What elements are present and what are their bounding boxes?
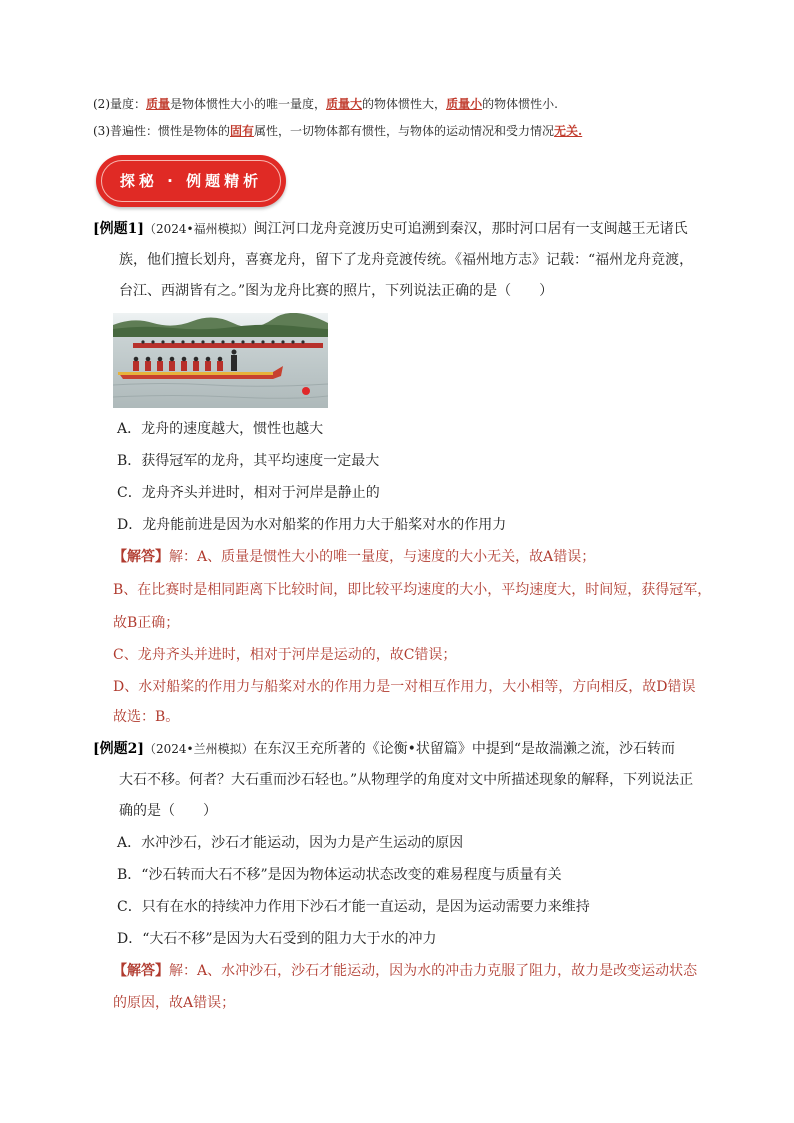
example2-source: （2024•兰州模拟） bbox=[144, 742, 254, 756]
example1-answer-line3: 故B正确； bbox=[113, 615, 180, 631]
section-banner bbox=[96, 155, 286, 207]
property-line-measure: (2)量度：质量是物体惯性大小的唯一量度，质量大的物体惯性大，质量小的物体惯性小. bbox=[93, 97, 558, 111]
keyword-unrelated: 无关. bbox=[554, 124, 583, 138]
example1-tag: [例题1] bbox=[93, 221, 144, 237]
example1-stem-line2: 族，他们擅长划舟，喜赛龙舟，留下了龙舟竞渡传统。《福州地方志》记载：“福州龙舟竞渡， bbox=[119, 252, 694, 268]
keyword-inherent: 固有 bbox=[230, 124, 255, 138]
example2-stem-line3: 确的是（ ） bbox=[119, 803, 217, 819]
example2-answer-tag: 【解答】 bbox=[113, 963, 169, 979]
example1-option-a: A．龙舟的速度越大，惯性也越大 bbox=[117, 421, 324, 437]
example1-answer-line6: 故选：B。 bbox=[113, 709, 180, 725]
dragon-boat-photo bbox=[113, 313, 328, 408]
example2-answer-line1: 【解答】解：A、水冲沙石，沙石才能运动，因为水的冲击力克服了阻力，故力是改变运动状态 bbox=[113, 963, 698, 979]
keyword-mass-large: 质量大 bbox=[326, 97, 363, 111]
example2-stem-line1: [例题2]（2024•兰州模拟）在东汉王充所著的《论衡•状留篇》中提到“是故湍濑之流，沙石转而 bbox=[93, 741, 676, 757]
example2-option-b: B．“沙石转而大石不移”是因为物体运动状态改变的难易程度与质量有关 bbox=[117, 867, 562, 883]
example2-tag: [例题2] bbox=[93, 741, 144, 757]
example1-answer-line5: D、水对船桨的作用力与船桨对水的作用力是一对相互作用力，大小相等，方向相反，故D错误 bbox=[113, 679, 696, 695]
example1-option-d: D．龙舟能前进是因为水对船桨的作用力大于船桨对水的作用力 bbox=[117, 517, 507, 533]
example1-answer-line2: B、在比赛时是相同距离下比较时间，即比较平均速度的大小，平均速度大，时间短，获得冠军， bbox=[113, 582, 712, 598]
keyword-mass-small: 质量小 bbox=[446, 97, 483, 111]
example1-answer-line4: C、龙舟齐头并进时，相对于河岸是运动的，故C错误； bbox=[113, 647, 457, 663]
example2-stem-line2: 大石不移。何者？大石重而沙石轻也。”从物理学的角度对文中所描述现象的解释，下列说法正 bbox=[119, 772, 694, 788]
example2-answer-line2: 的原因，故A错误； bbox=[113, 995, 236, 1011]
example1-stem-line1: [例题1]（2024•福州模拟）闽江河口龙舟竞渡历史可追溯到秦汉，那时河口居有一支闽越王无诸氏 bbox=[93, 221, 688, 237]
example2-option-a: A．水冲沙石，沙石才能运动，因为力是产生运动的原因 bbox=[117, 835, 464, 851]
example1-option-b: B．获得冠军的龙舟，其平均速度一定最大 bbox=[117, 453, 380, 469]
property-line-universality: (3)普遍性：惯性是物体的固有属性，一切物体都有惯性，与物体的运动情况和受力情况无关. bbox=[93, 124, 583, 138]
example1-source: （2024•福州模拟） bbox=[144, 222, 254, 236]
example1-stem-line3: 台江、西湖皆有之。”图为龙舟比赛的照片，下列说法正确的是（ ） bbox=[119, 283, 554, 299]
section-banner-title: 探秘 · 例题精析 bbox=[119, 172, 263, 190]
keyword-mass: 质量 bbox=[146, 97, 171, 111]
example1-answer-tag: 【解答】 bbox=[113, 549, 169, 565]
example2-option-d: D．“大石不移”是因为大石受到的阻力大于水的冲力 bbox=[117, 931, 437, 947]
example1-option-c: C．龙舟齐头并进时，相对于河岸是静止的 bbox=[117, 485, 380, 501]
example2-option-c: C．只有在水的持续冲力作用下沙石才能一直运动，是因为运动需要力来维持 bbox=[117, 899, 590, 915]
example1-answer-line1: 【解答】解：A、质量是惯性大小的唯一量度，与速度的大小无关，故A错误； bbox=[113, 549, 596, 565]
